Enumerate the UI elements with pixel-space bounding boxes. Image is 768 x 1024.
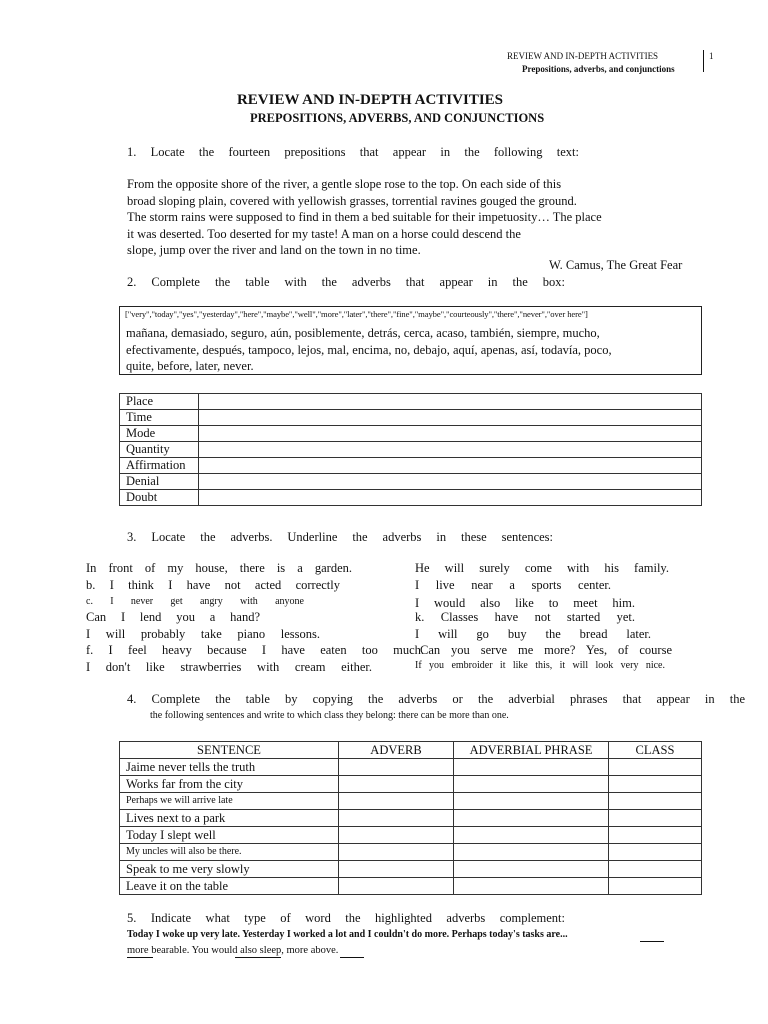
table-row [120,827,702,844]
table-row [120,878,702,895]
table-row [120,490,702,506]
category-label: Denial [120,474,199,490]
answer-blank[interactable] [235,957,281,958]
q3-sentence-right: If you embroider it like this, it will look very nice. [415,660,665,671]
column-header: ADVERB [339,742,454,759]
table-row [120,759,702,776]
q3-sentence-right: I live near a sports center. [415,578,611,592]
sentence-cell: Speak to me very slowly [120,861,339,878]
answer-cell[interactable] [454,827,609,844]
answer-cell[interactable] [609,776,702,793]
answer-cell[interactable] [609,793,702,810]
answer-cell[interactable] [339,827,454,844]
answer-cell[interactable] [454,759,609,776]
table-row [120,776,702,793]
answer-cell[interactable] [339,878,454,895]
q5-passage-line: more bearable. You would also sleep, more above. [127,945,339,956]
q3-sentence-right: He will surely come with his family. [415,561,669,575]
answer-cell[interactable] [339,776,454,793]
q5-passage-line: Today I woke up very late. Yesterday I worked a lot and I couldn't do more. Perhaps today's tasks are... [127,929,568,940]
answer-cell[interactable] [199,490,702,506]
q3-sentence-left: Can I lend you a hand? [86,610,260,624]
answer-cell[interactable] [199,442,702,458]
q3-sentence-right: I would also like to meet him. [415,596,635,610]
answer-cell[interactable] [199,458,702,474]
word-line: efectivamente, después, tampoco, lejos, mal, encima, no, debajo, aquí, apenas, así, todavía, poco, [126,342,612,357]
answer-cell[interactable] [454,844,609,861]
answer-cell[interactable] [339,844,454,861]
q5-prompt: 5. Indicate what type of word the highlighted adverbs complement: [127,911,565,925]
answer-cell[interactable] [609,878,702,895]
sentence-cell: Perhaps we will arrive late [120,793,339,810]
q3-sentence-left: I will probably take piano lessons. [86,627,320,641]
sentence-cell: Jaime never tells the truth [120,759,339,776]
sentence-cell: Leave it on the table [120,878,339,895]
header-title: REVIEW AND IN-DEPTH ACTIVITIES [507,51,659,61]
table-row [120,410,702,426]
adverbial-phrase-table [119,741,702,895]
answer-cell[interactable] [609,844,702,861]
answer-cell[interactable] [609,759,702,776]
adverb-word-list [126,325,612,375]
sentence-cell: Today I slept well [120,827,339,844]
table-row [120,426,702,442]
sentence-cell: Lives next to a park [120,810,339,827]
q3-sentence-left: In front of my house, there is a garden. [86,561,352,575]
q4-prompt: 4. Complete the table by copying the adverbs or the adverbial phrases that appear in the [127,692,745,706]
answer-blank[interactable] [340,957,364,958]
category-label: Doubt [120,490,199,506]
q3-sentence-left: b. I think I have not acted correctly [86,578,340,592]
table-row [120,844,702,861]
answer-cell[interactable] [199,474,702,490]
table-row [120,458,702,474]
table-row [120,793,702,810]
answer-cell[interactable] [339,759,454,776]
running-header [497,50,719,76]
category-label: Place [120,394,199,410]
word-line: mañana, demasiado, seguro, aún, posiblemente, detrás, cerca, acaso, también, siempre, mucho, [126,326,600,340]
category-label: Quantity [120,442,199,458]
answer-cell[interactable] [454,810,609,827]
word-line: quite, before, later, never. [126,359,254,373]
page-title: REVIEW AND IN-DEPTH ACTIVITIES [236,92,504,108]
answer-blank[interactable] [127,957,153,958]
column-header: ADVERBIAL PHRASE [454,742,609,759]
table-row [120,394,702,410]
answer-cell[interactable] [454,861,609,878]
category-label: Affirmation [120,458,199,474]
passage-line: The storm rains were supposed to find in them a bed suitable for their impetuosity… The place [127,210,602,224]
answer-cell[interactable] [199,426,702,442]
answer-blank[interactable] [640,941,664,942]
q3-sentence-left: I don't like strawberries with cream either. [86,660,372,674]
answer-cell[interactable] [339,793,454,810]
passage-line: slope, jump over the river and land on the town in no time. [127,243,421,257]
passage-line: it was deserted. Too deserted for my taste! A man on a horse could descend the [127,226,521,241]
header-subtitle: Prepositions, adverbs, and conjunctions [522,64,675,74]
answer-cell[interactable] [199,410,702,426]
adverb-class-table [119,393,702,506]
q4-prompt-continued: the following sentences and write to which class they belong: there can be more than one. [150,710,509,721]
answer-cell[interactable] [609,810,702,827]
passage-line: broad sloping plain, covered with yellowish grasses, torrential ravines gouged the ground. [127,193,577,208]
q1-attribution: W. Camus, The Great Fear [549,258,683,272]
column-header: SENTENCE [120,742,339,759]
q3-sentence-right: k. Classes have not started yet. [415,610,635,624]
q3-prompt: 3. Locate the adverbs. Underline the adverbs in these sentences: [127,530,553,544]
q3-sentence-right: I will go buy the bread later. [415,627,651,641]
answer-cell[interactable] [609,861,702,878]
q3-sentence-left: f. I feel heavy because I have eaten too much. [86,643,424,657]
answer-cell[interactable] [199,394,702,410]
table-row [120,810,702,827]
answer-cell[interactable] [454,776,609,793]
q1-passage [127,176,647,259]
answer-cell[interactable] [609,827,702,844]
q1-prompt: 1. Locate the fourteen prepositions that appear in the following text: [127,145,579,159]
q2-prompt: 2. Complete the table with the adverbs that appear in the box: [127,275,565,289]
adverb-raw-list: ["very","today","yes","yesterday","here","maybe","well","more","later","there","fine","maybe","courteously","there","never","over here"] [125,309,588,319]
sentence-cell: Works far from the city [120,776,339,793]
table-row [120,474,702,490]
answer-cell[interactable] [339,861,454,878]
table-row [120,861,702,878]
table-header-row [120,742,702,759]
q3-sentence-left: c. I never get angry with anyone [86,596,304,607]
category-label: Mode [120,426,199,442]
header-divider [703,50,704,72]
q3-sentence-right: Can you serve me more? Yes, of course [420,643,672,657]
table-row [120,442,702,458]
page-subtitle: PREPOSITIONS, ADVERBS, AND CONJUNCTIONS [250,111,545,125]
passage-line: From the opposite shore of the river, a gentle slope rose to the top. On each side of this [127,177,562,191]
category-label: Time [120,410,199,426]
answer-cell[interactable] [454,793,609,810]
column-header: CLASS [609,742,702,759]
sentence-cell: My uncles will also be there. [120,844,339,861]
page-number: 1 [709,51,714,61]
answer-cell[interactable] [454,878,609,895]
answer-cell[interactable] [339,810,454,827]
adverb-word-box [119,306,702,375]
